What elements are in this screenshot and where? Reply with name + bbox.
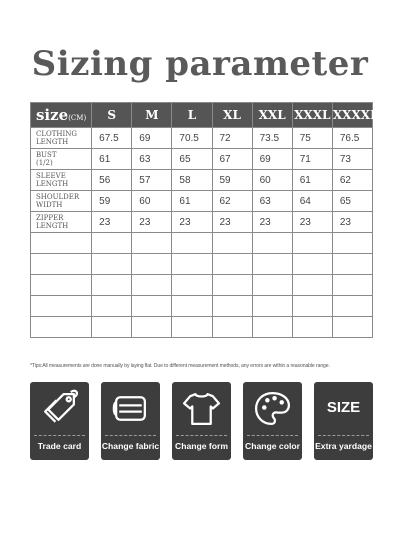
measurement-value: 65 — [332, 191, 372, 212]
measurement-value: 23 — [252, 212, 292, 233]
empty-cell — [172, 317, 212, 338]
measurement-value: 59 — [212, 170, 252, 191]
tag-icon — [39, 388, 80, 429]
empty-cell — [132, 233, 172, 254]
table-row — [31, 128, 373, 149]
measurement-label: CLOTHING LENGTH — [31, 128, 92, 149]
empty-cell — [212, 275, 252, 296]
measurement-value: 60 — [252, 170, 292, 191]
feature-tile-change-form — [172, 382, 231, 460]
empty-table-row — [31, 296, 373, 317]
measurement-value: 69 — [132, 128, 172, 149]
empty-cell — [332, 296, 372, 317]
measurement-value: 73.5 — [252, 128, 292, 149]
feature-label: Change form — [175, 441, 228, 451]
empty-cell — [212, 296, 252, 317]
table-row — [31, 191, 373, 212]
measurement-value: 23 — [92, 212, 132, 233]
measurement-label: SHOULDER WIDTH — [31, 191, 92, 212]
measurement-value: 61 — [172, 191, 212, 212]
empty-cell — [332, 254, 372, 275]
feature-label: Trade card — [37, 441, 82, 451]
feature-tile-change-color — [243, 382, 302, 460]
feature-tile-trade-card — [30, 382, 89, 460]
measurement-value: 63 — [252, 191, 292, 212]
empty-cell — [132, 317, 172, 338]
size-header: XXXL — [292, 103, 332, 128]
empty-cell — [132, 254, 172, 275]
fabric-roll-icon — [110, 388, 151, 429]
measurement-value: 23 — [332, 212, 372, 233]
size-text-icon: SIZE — [326, 399, 361, 416]
empty-cell — [172, 275, 212, 296]
feature-label: Extra yardage — [315, 441, 372, 451]
measurement-tips: *Tips:All measurements are done manually by laying flat. Due to different measurement methods, any errors are within a reasonable range. — [30, 363, 330, 369]
empty-cell — [212, 233, 252, 254]
measurement-value: 56 — [92, 170, 132, 191]
measurement-value: 23 — [172, 212, 212, 233]
measurement-value: 64 — [292, 191, 332, 212]
empty-cell — [172, 296, 212, 317]
tile-divider — [105, 435, 156, 436]
empty-cell — [292, 254, 332, 275]
measurement-value: 58 — [172, 170, 212, 191]
size-unit-header: size(CM) — [31, 103, 92, 128]
measurement-value: 62 — [332, 170, 372, 191]
empty-cell — [172, 254, 212, 275]
empty-cell — [252, 296, 292, 317]
measurement-value: 73 — [332, 149, 372, 170]
measurement-value: 71 — [292, 149, 332, 170]
measurement-label: BUST (1/2) — [31, 149, 92, 170]
empty-cell — [31, 233, 92, 254]
empty-cell — [252, 254, 292, 275]
empty-cell — [212, 317, 252, 338]
empty-cell — [252, 275, 292, 296]
empty-cell — [92, 275, 132, 296]
measurement-value: 67 — [212, 149, 252, 170]
empty-cell — [332, 233, 372, 254]
empty-cell — [252, 317, 292, 338]
tile-divider — [247, 435, 298, 436]
table-header-row — [31, 103, 373, 128]
size-header: XL — [212, 103, 252, 128]
measurement-label: ZIPPER LENGTH — [31, 212, 92, 233]
measurement-value: 70.5 — [172, 128, 212, 149]
measurement-value: 61 — [292, 170, 332, 191]
measurement-value: 69 — [252, 149, 292, 170]
measurement-value: 76.5 — [332, 128, 372, 149]
feature-label: Change color — [245, 441, 300, 451]
table-row — [31, 212, 373, 233]
measurement-value: 75 — [292, 128, 332, 149]
measurement-value: 59 — [92, 191, 132, 212]
tile-divider — [176, 435, 227, 436]
tshirt-icon — [181, 388, 222, 429]
size-chart-table — [30, 102, 379, 338]
empty-cell — [252, 233, 292, 254]
tile-divider — [34, 435, 85, 436]
empty-cell — [92, 254, 132, 275]
feature-tile-extra-yardage — [314, 382, 373, 460]
empty-cell — [172, 233, 212, 254]
empty-cell — [292, 233, 332, 254]
empty-cell — [332, 275, 372, 296]
measurement-value: 23 — [212, 212, 252, 233]
empty-cell — [132, 296, 172, 317]
empty-cell — [292, 317, 332, 338]
empty-cell — [132, 275, 172, 296]
measurement-value: 62 — [212, 191, 252, 212]
empty-cell — [31, 275, 92, 296]
feature-tile-change-fabric — [101, 382, 160, 460]
empty-cell — [92, 233, 132, 254]
tile-divider — [318, 435, 369, 436]
measurement-value: 61 — [92, 149, 132, 170]
empty-cell — [31, 296, 92, 317]
table-row — [31, 149, 373, 170]
feature-label: Change fabric — [101, 441, 160, 451]
measurement-value: 63 — [132, 149, 172, 170]
empty-cell — [31, 254, 92, 275]
measurement-label: SLEEVE LENGTH — [31, 170, 92, 191]
measurement-value: 23 — [292, 212, 332, 233]
size-header: XXXXL — [332, 103, 372, 128]
measurement-value: 57 — [132, 170, 172, 191]
size-header: L — [172, 103, 212, 128]
empty-cell — [31, 317, 92, 338]
table-row — [31, 170, 373, 191]
empty-table-row — [31, 275, 373, 296]
size-header: S — [92, 103, 132, 128]
palette-icon — [252, 388, 293, 429]
empty-table-row — [31, 317, 373, 338]
measurement-value: 72 — [212, 128, 252, 149]
size-header: XXL — [252, 103, 292, 128]
empty-table-row — [31, 254, 373, 275]
measurement-value: 65 — [172, 149, 212, 170]
page-title: Sizing parameter — [31, 44, 369, 84]
size-header: M — [132, 103, 172, 128]
empty-cell — [92, 296, 132, 317]
empty-cell — [212, 254, 252, 275]
empty-cell — [332, 317, 372, 338]
empty-cell — [292, 296, 332, 317]
empty-table-row — [31, 233, 373, 254]
empty-cell — [92, 317, 132, 338]
empty-cell — [292, 275, 332, 296]
measurement-value: 23 — [132, 212, 172, 233]
measurement-value: 67.5 — [92, 128, 132, 149]
measurement-value: 60 — [132, 191, 172, 212]
feature-icons — [30, 382, 373, 460]
